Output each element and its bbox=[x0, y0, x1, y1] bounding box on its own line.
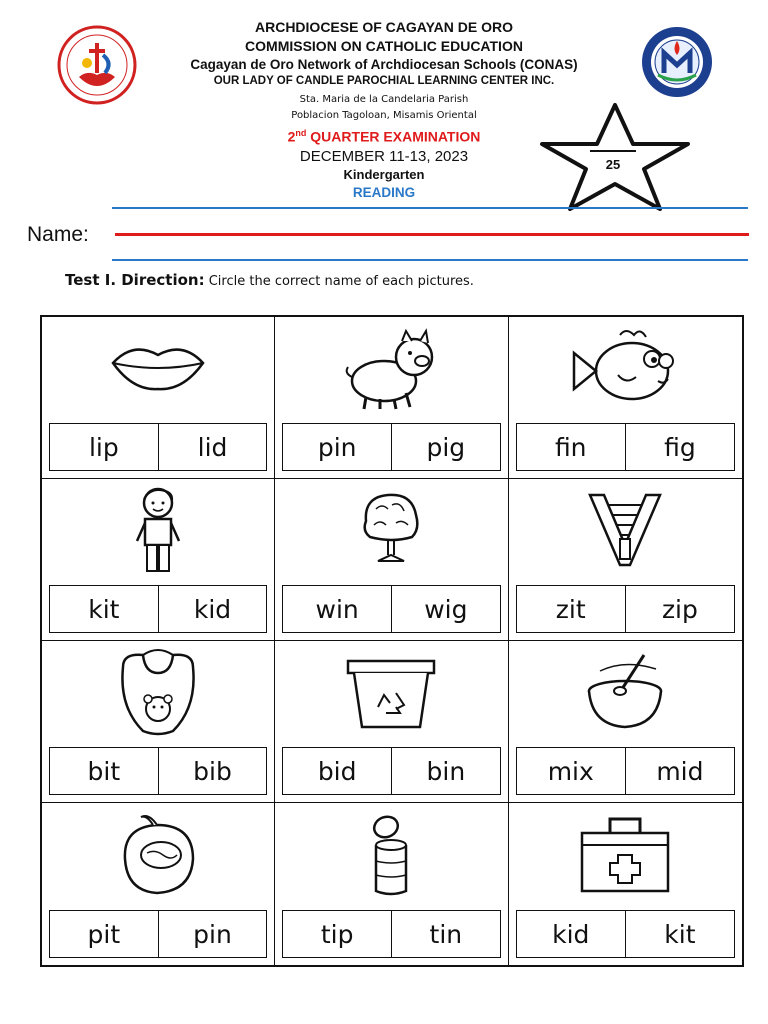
zipper-icon bbox=[560, 485, 690, 575]
option-kit[interactable]: kit bbox=[625, 911, 734, 957]
option-win[interactable]: win bbox=[315, 594, 359, 624]
parish-name: Sta. Maria de la Candelaria Parish bbox=[299, 94, 469, 105]
option-pig[interactable]: pig bbox=[391, 424, 500, 470]
answer-options bbox=[49, 910, 267, 958]
option-zip[interactable]: zip bbox=[625, 586, 734, 632]
answer-options bbox=[282, 747, 500, 795]
subject-title: READING bbox=[352, 184, 416, 200]
pig-icon bbox=[326, 323, 456, 413]
test-direction: Test I. Direction: Circle the correct name of each pictures. bbox=[65, 271, 474, 289]
option-kid[interactable]: kid bbox=[552, 919, 590, 949]
option-bit[interactable]: bit bbox=[87, 756, 121, 786]
school-address: Poblacion Tagoloan, Misamis Oriental bbox=[291, 110, 477, 121]
option-mid[interactable]: mid bbox=[625, 748, 734, 794]
school-name: OUR LADY OF CANDLE PAROCHIAL LEARNING CENTER INC. bbox=[213, 75, 555, 87]
option-bid[interactable]: bid bbox=[317, 756, 357, 786]
answer-options bbox=[282, 585, 500, 633]
exam-date: DECEMBER 11-13, 2023 bbox=[299, 147, 469, 165]
answer-options bbox=[282, 910, 500, 958]
fish-icon bbox=[560, 323, 690, 413]
commission-title: COMMISSION ON CATHOLIC EDUCATION bbox=[245, 38, 523, 54]
option-tin[interactable]: tin bbox=[391, 911, 500, 957]
answer-options bbox=[516, 910, 735, 958]
first-aid-kit-icon bbox=[560, 809, 690, 899]
name-field[interactable] bbox=[115, 233, 749, 236]
lips-icon bbox=[93, 323, 223, 413]
item-cell bbox=[509, 317, 742, 479]
total-score: 25 bbox=[605, 157, 621, 172]
item-cell bbox=[509, 479, 742, 641]
answer-options bbox=[516, 423, 735, 471]
option-pit[interactable]: pit bbox=[87, 919, 121, 949]
option-kit[interactable]: kit bbox=[88, 594, 120, 624]
item-cell bbox=[275, 479, 508, 641]
item-cell bbox=[42, 641, 275, 803]
wig-icon bbox=[326, 485, 456, 575]
option-kid[interactable]: kid bbox=[158, 586, 267, 632]
bib-icon bbox=[93, 647, 223, 737]
answer-options bbox=[49, 585, 267, 633]
answer-options bbox=[282, 423, 500, 471]
item-cell bbox=[509, 803, 742, 965]
option-mix[interactable]: mix bbox=[547, 756, 594, 786]
option-zit[interactable]: zit bbox=[555, 594, 586, 624]
bottom-rule bbox=[112, 259, 748, 261]
option-fig[interactable]: fig bbox=[625, 424, 734, 470]
item-grid bbox=[40, 315, 744, 967]
network-title: Cagayan de Oro Network of Archdiocesan Schools (CONAS) bbox=[190, 57, 578, 72]
item-cell bbox=[275, 317, 508, 479]
option-lid[interactable]: lid bbox=[158, 424, 267, 470]
recycle-bin-icon bbox=[326, 647, 456, 737]
answer-options bbox=[49, 423, 267, 471]
answer-options bbox=[516, 585, 735, 633]
item-cell bbox=[42, 317, 275, 479]
option-pin[interactable]: pin bbox=[158, 911, 267, 957]
option-lip[interactable]: lip bbox=[88, 432, 119, 462]
answer-options bbox=[516, 747, 735, 795]
exam-title: 2nd QUARTER EXAMINATION bbox=[287, 128, 481, 145]
grade-level: Kindergarten bbox=[343, 166, 425, 182]
boy-kid-icon bbox=[93, 485, 223, 575]
option-pin[interactable]: pin bbox=[317, 432, 357, 462]
option-bib[interactable]: bib bbox=[158, 748, 267, 794]
mixing-bowl-icon bbox=[560, 647, 690, 737]
item-cell bbox=[509, 641, 742, 803]
item-cell bbox=[275, 641, 508, 803]
option-tip[interactable]: tip bbox=[320, 919, 354, 949]
option-bin[interactable]: bin bbox=[391, 748, 500, 794]
name-label: Name: bbox=[27, 223, 89, 246]
answer-options bbox=[49, 747, 267, 795]
tin-can-icon bbox=[326, 809, 456, 899]
item-cell bbox=[42, 479, 275, 641]
item-cell bbox=[42, 803, 275, 965]
peach-pit-icon bbox=[93, 809, 223, 899]
score-blank-line bbox=[590, 150, 636, 152]
option-fin[interactable]: fin bbox=[554, 432, 587, 462]
option-wig[interactable]: wig bbox=[391, 586, 500, 632]
archdiocese-title: ARCHDIOCESE OF CAGAYAN DE ORO bbox=[254, 19, 513, 35]
top-rule bbox=[112, 207, 748, 209]
item-cell bbox=[275, 803, 508, 965]
